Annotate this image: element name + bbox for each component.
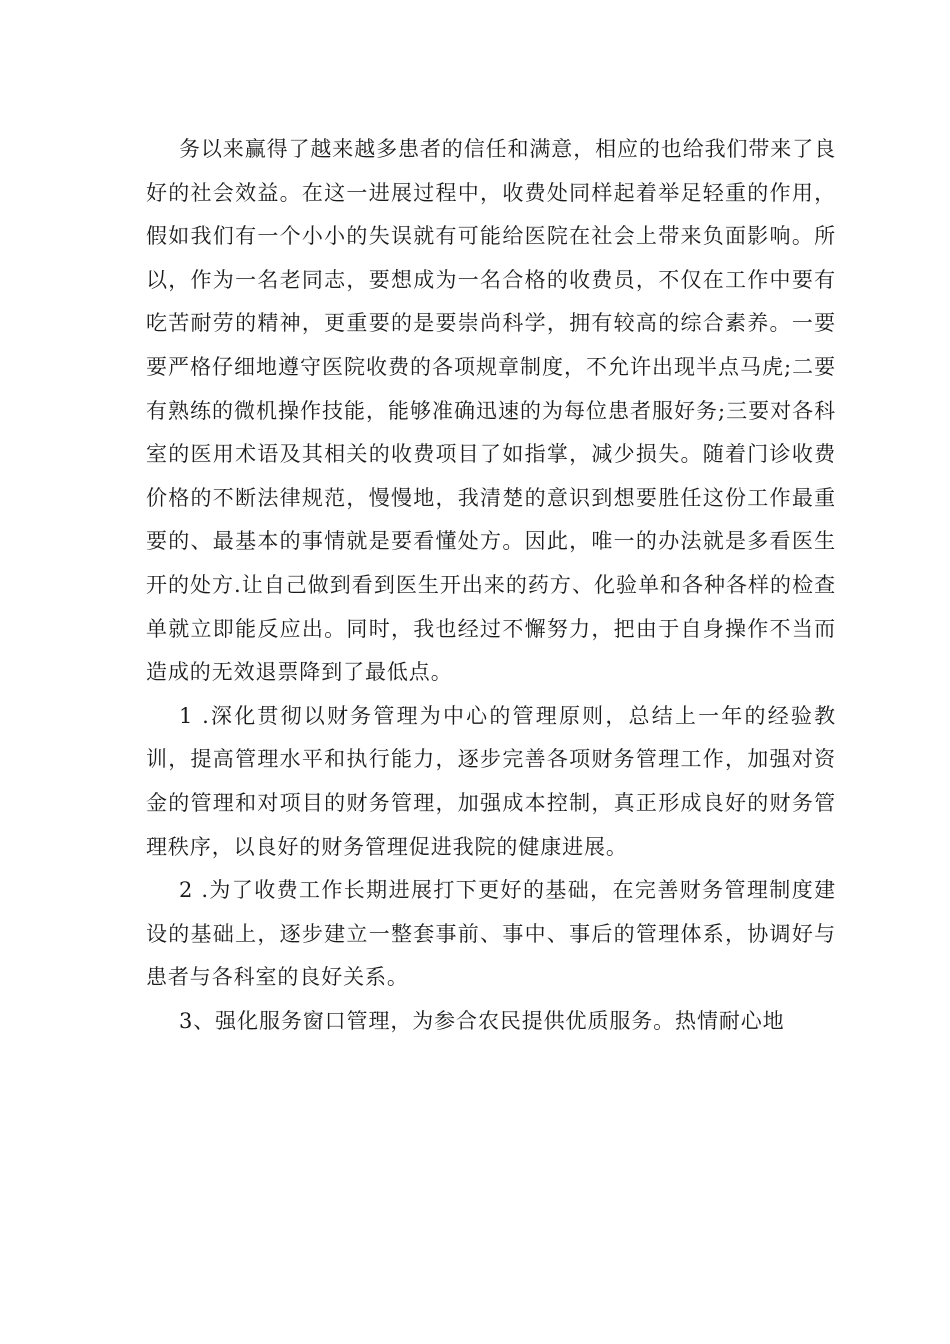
paragraph-2: 1 .深化贯彻以财务管理为中心的管理原则，总结上一年的经验教训，提高管理水平和执行能力，逐步完善各项财务管理工作，加强对资金的管理和对项目的财务管理，加强成本控制，真正形成良好的财务管理秩序，以良好的财务管理促进我院的健康进展。	[146, 703, 836, 859]
paragraph-4: 3、强化服务窗口管理，为参合农民提供优质服务。热情耐心地	[179, 1008, 785, 1033]
document-body	[146, 128, 836, 1043]
paragraph-1: 务以来赢得了越来越多患者的信任和满意，相应的也给我们带来了良好的社会效益。在这一进展过程中，收费处同样起着举足轻重的作用，假如我们有一个小小的失误就有可能给医院在社会上带来负面影响。所以，作为一名老同志，要想成为一名合格的收费员，不仅在工作中要有吃苦耐劳的精神，更重要的是要崇尚科学，拥有较高的综合素养。一要要严格仔细地遵守医院收费的各项规章制度，不允许出现半点马虎;二要有熟练的微机操作技能，能够准确迅速的为每位患者服好务;三要对各科室的医用术语及其相关的收费项目了如指掌，减少损失。随着门诊收费价格的不断法律规范，慢慢地，我清楚的意识到想要胜任这份工作最重要的、最基本的事情就是要看懂处方。因此，唯一的办法就是多看医生开的处方.让自己做到看到医生开出来的药方、化验单和各种各样的检查单就立即能反应出。同时，我也经过不懈努力，把由于自身操作不当而造成的无效退票降到了最低点。	[146, 137, 836, 685]
paragraph-3: 2 .为了收费工作长期进展打下更好的基础，在完善财务管理制度建设的基础上，逐步建立一整套事前、事中、事后的管理体系，协调好与患者与各科室的良好关系。	[146, 878, 836, 990]
